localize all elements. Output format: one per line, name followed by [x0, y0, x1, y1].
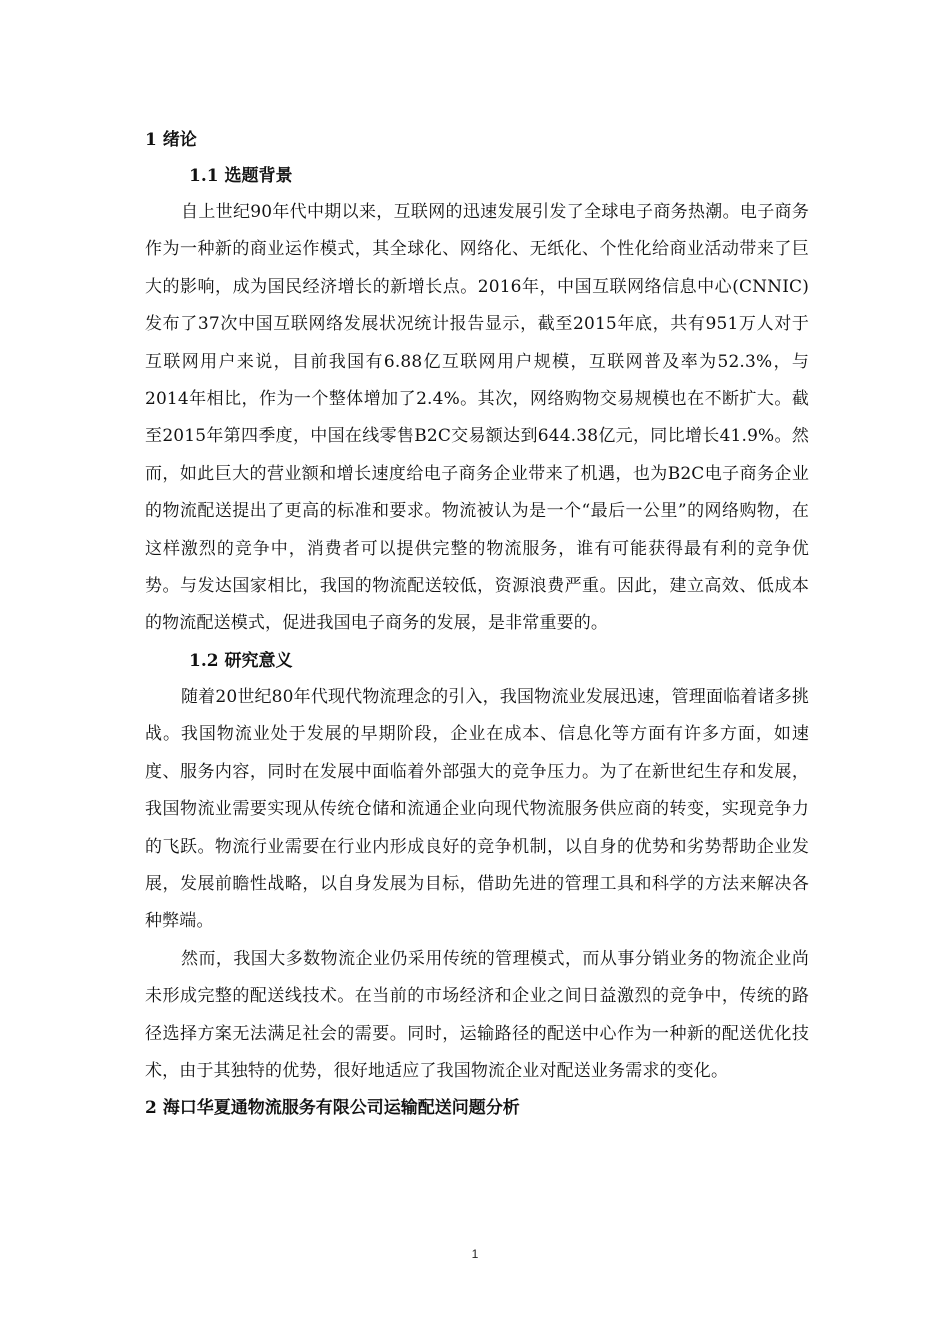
section-1-2-paragraph-1: 随着20世纪80年代现代物流理念的引入，我国物流业发展迅速，管理面临着诸多挑战。我国物流业处于发展的早期阶段，企业在成本、信息化等方面有许多方面，如速度、服务内容，同时在发展中面临着外部强大的竞争压力。为了在新世纪生存和发展，我国物流业需要实现从传统仓储和流通企业向现代物流服务供应商的转变，实现竞争力的飞跃。物流行业需要在行业内形成良好的竞争机制，以自身的优势和劣势帮助企业发展，发展前瞻性战略，以自身发展为目标，借助先进的管理工具和科学的方法来解决各种弊端。 [145, 686, 809, 932]
section-1-2-paragraph-2: 然而，我国大多数物流企业仍采用传统的管理模式，而从事分销业务的物流企业尚未形成完整的配送线技术。在当前的市场经济和企业之间日益激烈的竞争中，传统的路径选择方案无法满足社会的需要。同时，运输路径的配送中心作为一种新的配送优化技术，由于其独特的优势，很好地适应了我国物流企业对配送业务需求的变化。 [145, 948, 809, 1081]
document-body [145, 122, 809, 1126]
chapter-2-heading: 2 海口华夏通物流服务有限公司运输配送问题分析 [145, 1098, 520, 1119]
section-1-1-heading: 1.1 选题背景 [189, 166, 293, 186]
chapter-1-heading: 1 绪论 [145, 130, 197, 150]
section-1-2-heading: 1.2 研究意义 [189, 650, 293, 671]
page-number: 1 [471, 1247, 479, 1261]
section-1-1-paragraph: 自上世纪90年代中期以来，互联网的迅速发展引发了全球电子商务热潮。电子商务作为一种新的商业运作模式，其全球化、网络化、无纸化、个性化给商业活动带来了巨大的影响，成为国民经济增长的新增长点。2016年，中国互联网络信息中心(CNNIC)发布了37次中国互联网络发展状况统计报告显示，截至2015年底，共有951万人对于互联网用户来说，目前我国有6.88亿互联网用户规模，互联网普及率为52.3%，与2014年相比，作为一个整体增加了2.4%。其次，网络购物交易规模也在不断扩大。截至2015年第四季度，中国在线零售B2C交易额达到644.38亿元，同比增长41.9%。然而，如此巨大的营业额和增长速度给电子商务企业带来了机遇，也为B2C电子商务企业的物流配送提出了更高的标准和要求。物流被认为是一个“最后一公里”的网络购物，在这样激烈的竞争中，消费者可以提供完整的物流服务，谁有可能获得最有利的竞争优势。与发达国家相比，我国的物流配送较低，资源浪费严重。因此，建立高效、低成本的物流配送模式，促进我国电子商务的发展，是非常重要的。 [145, 202, 809, 634]
